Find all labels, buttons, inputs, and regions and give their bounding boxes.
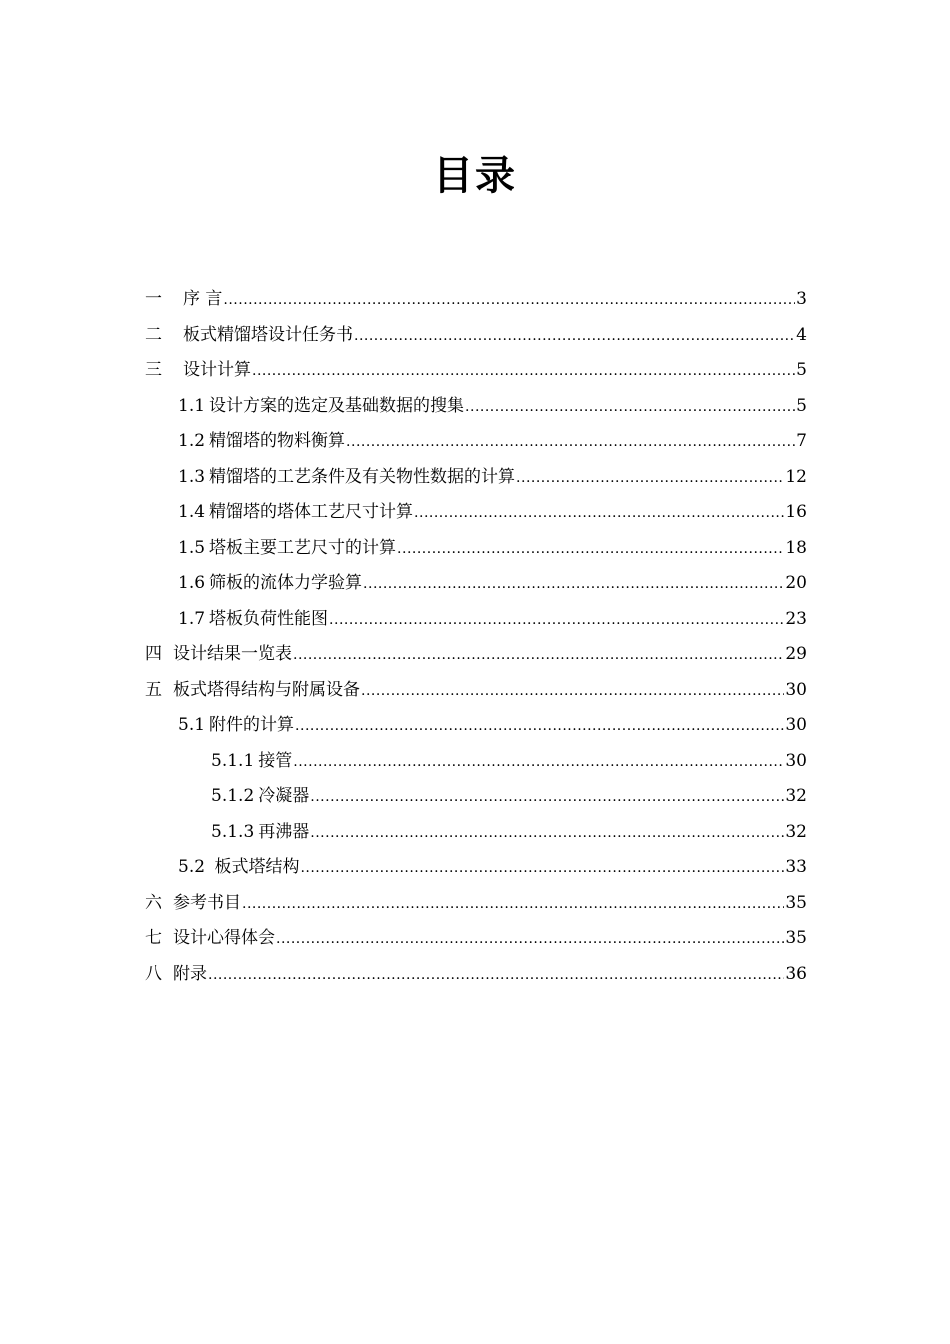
toc-entry-label: [178, 566, 362, 602]
toc-entry-label: [145, 957, 207, 993]
toc-dot-leader: [295, 709, 784, 745]
toc-entry-label: [178, 602, 328, 638]
toc-entry-number: 1.6: [178, 573, 206, 593]
toc-entry[interactable]: [145, 815, 807, 851]
toc-entry-label: [178, 460, 515, 496]
toc-dot-leader: [346, 425, 795, 461]
toc-entry-title: 附件的计算: [209, 715, 295, 735]
toc-entry-title: 板式塔得结构与附属设备: [173, 679, 360, 700]
toc-entry-number: 五: [145, 679, 162, 700]
toc-dot-leader: [414, 496, 784, 532]
toc-dot-leader: [252, 354, 795, 390]
toc-entry-number: 1.5: [178, 537, 206, 558]
toc-entry[interactable]: [145, 531, 807, 567]
toc-entry-number: 5.1.2: [211, 786, 255, 806]
toc-entry-label: [178, 424, 345, 460]
toc-entry[interactable]: [145, 673, 807, 709]
toc-dot-leader: [300, 851, 784, 887]
toc-page-number: 16: [785, 502, 807, 522]
toc-page-number: 36: [785, 963, 807, 984]
toc-entry-label: [145, 637, 292, 673]
toc-entry-title: 板式精馏塔设计任务书: [183, 324, 353, 345]
toc-entry-number: 5.2: [178, 857, 206, 877]
toc-entry[interactable]: [145, 318, 807, 354]
toc-page-number: 30: [785, 715, 807, 735]
toc-dot-leader: [242, 887, 784, 923]
toc-entry-number: 1.4: [178, 502, 206, 522]
toc-entry-title: 设计计算: [183, 360, 251, 380]
toc-dot-leader: [516, 461, 784, 497]
toc-entry-title: 设计心得体会: [173, 928, 275, 948]
toc-entry-label: [145, 886, 241, 922]
toc-dot-leader: [397, 532, 784, 568]
toc-entry-number: 1.3: [178, 466, 206, 487]
toc-page-number: 35: [785, 892, 807, 913]
toc-dot-leader: [276, 922, 784, 958]
toc-entry[interactable]: [145, 602, 807, 638]
toc-entry-label: [178, 850, 299, 886]
toc-page-number: 7: [796, 431, 807, 451]
toc-entry-number: 1.7: [178, 608, 206, 629]
toc-entry-title: 设计方案的选定及基础数据的搜集: [209, 395, 465, 416]
toc-entry-title: 参考书目: [173, 892, 241, 913]
toc-entry[interactable]: [145, 353, 807, 389]
toc-page-number: 5: [796, 360, 807, 380]
toc-entry[interactable]: [145, 744, 807, 780]
toc-entry-label: [145, 921, 275, 957]
toc-entry-title: 塔板主要工艺尺寸的计算: [209, 537, 397, 558]
toc-entry-number: 1.2: [178, 431, 206, 451]
toc-page-number: 29: [785, 644, 807, 664]
toc-entry-title: 塔板负荷性能图: [209, 608, 329, 629]
toc-dot-leader: [363, 567, 784, 603]
toc-entry-number: 八: [145, 963, 162, 984]
toc-page-number: 4: [796, 324, 807, 345]
toc-page-number: 30: [785, 679, 807, 700]
toc-entry-label: [145, 318, 353, 354]
toc-entry-label: [211, 744, 292, 780]
toc-entry[interactable]: [145, 708, 807, 744]
toc-entry-title: 附录: [173, 963, 207, 984]
toc-page-number: 20: [785, 573, 807, 593]
toc-entry-title: 接管: [258, 750, 293, 771]
toc-page-number: 5: [796, 395, 807, 416]
toc-entry-number: 三: [145, 360, 162, 380]
toc-entry-label: [178, 708, 294, 744]
toc-dot-leader: [310, 780, 784, 816]
toc-entry-number: 1.1: [178, 395, 206, 416]
toc-entry-label: [178, 531, 396, 567]
toc-entry-title: 精馏塔的工艺条件及有关物性数据的计算: [209, 466, 516, 487]
toc-entry-number: 二: [145, 324, 162, 345]
toc-entry[interactable]: [145, 850, 807, 886]
toc-entry-number: 六: [145, 892, 162, 913]
toc-entry[interactable]: [145, 282, 807, 318]
toc-dot-leader: [361, 674, 784, 710]
toc-page-number: 32: [785, 821, 807, 842]
toc-dot-leader: [208, 958, 784, 994]
toc-page-number: 23: [785, 608, 807, 629]
toc-dot-leader: [354, 319, 795, 355]
page-title: 目录: [433, 153, 517, 199]
toc-page-number: 32: [785, 786, 807, 806]
toc-dot-leader: [293, 745, 784, 781]
toc-entry-title: 再沸器: [258, 821, 310, 842]
toc-page-number: 12: [785, 466, 807, 487]
toc-entry-title: 筛板的流体力学验算: [209, 573, 363, 593]
toc-dot-leader: [465, 390, 795, 426]
toc-dot-leader: [310, 816, 784, 852]
toc-entry-title: 精馏塔的物料衡算: [209, 431, 346, 451]
toc-entry-label: [178, 495, 413, 531]
toc-page-number: 33: [785, 857, 807, 877]
toc-page-number: 3: [796, 289, 807, 309]
toc-entry-label: [145, 282, 222, 318]
toc-entry[interactable]: [145, 566, 807, 602]
toc-entry-title: 序 言: [183, 289, 223, 309]
toc-dot-leader: [293, 638, 784, 674]
toc-entry-number: 七: [145, 928, 162, 948]
toc-entry-number: 一: [145, 289, 162, 309]
table-of-contents: [145, 282, 807, 992]
toc-entry-title: 设计结果一览表: [173, 644, 292, 664]
toc-entry[interactable]: [145, 957, 807, 993]
toc-page-number: 30: [785, 750, 807, 771]
toc-entry-number: 5.1.1: [211, 750, 255, 771]
toc-entry[interactable]: [145, 779, 807, 815]
toc-entry-number: 5.1.3: [211, 821, 255, 842]
toc-entry-label: [145, 673, 360, 709]
toc-entry-title: 板式塔结构: [209, 857, 300, 877]
toc-entry[interactable]: [145, 921, 807, 957]
toc-entry-label: [211, 779, 309, 815]
toc-entry-number: 5.1: [178, 715, 206, 735]
toc-entry-label: [211, 815, 309, 851]
toc-entry-title: 精馏塔的塔体工艺尺寸计算: [209, 502, 414, 522]
toc-entry-label: [145, 353, 251, 389]
toc-entry[interactable]: [145, 460, 807, 496]
toc-entry[interactable]: [145, 424, 807, 460]
toc-entry[interactable]: [145, 886, 807, 922]
toc-entry-title: 冷凝器: [258, 786, 310, 806]
toc-entry[interactable]: [145, 389, 807, 425]
toc-entry[interactable]: [145, 637, 807, 673]
toc-page-number: 18: [785, 537, 807, 558]
toc-page-number: 35: [785, 928, 807, 948]
toc-entry[interactable]: [145, 495, 807, 531]
toc-dot-leader: [223, 283, 795, 319]
toc-dot-leader: [329, 603, 784, 639]
toc-entry-number: 四: [145, 644, 162, 664]
toc-entry-label: [178, 389, 464, 425]
